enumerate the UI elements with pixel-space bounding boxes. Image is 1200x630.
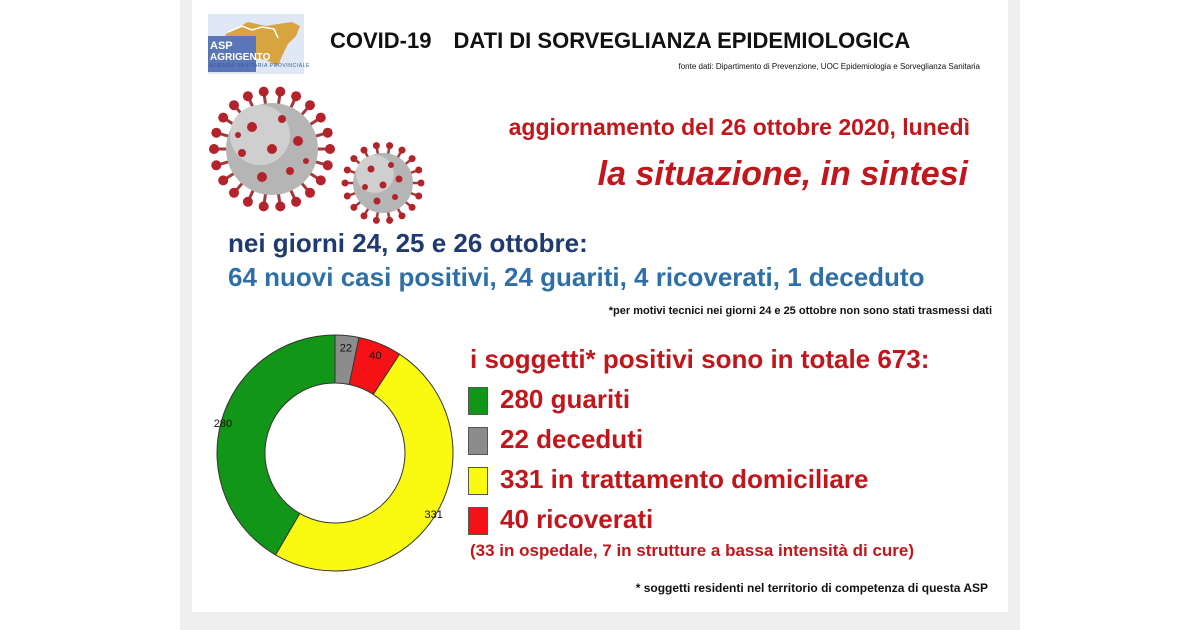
legend-swatch [468,507,488,535]
page-edge-left [180,0,192,630]
legend-label: 40 ricoverati [500,504,654,534]
legend-label: 280 guariti [500,384,631,414]
title-surveillance: DATI DI SORVEGLIANZA EPIDEMIOLOGICA [453,28,911,53]
data-label: 22 [339,342,353,355]
coronavirus-icon [340,140,426,226]
period-days: nei giorni 24, 25 e 26 ottobre: [228,228,588,258]
summary-headline: la situazione, in sintesi [597,155,968,193]
data-label: 280 [213,417,233,430]
logo-line2: AGRIGENTO [210,52,271,63]
hospital-detail: (33 in ospedale, 7 in strutture a bassa intensità di cure) [470,541,915,560]
period-note: *per motivi tecnici nei giorni 24 e 25 ottobre non sono stati trasmessi dati [608,305,992,317]
title-covid: COVID-19 [330,28,432,53]
donut-chart [200,318,470,588]
page-title [330,28,910,54]
update-date: aggiornamento del 26 ottobre 2020, lunedì [508,114,970,140]
logo-line1: ASP [210,40,233,52]
footnote: * soggetti residenti nel territorio di competenza di questa ASP [635,581,988,595]
legend-swatch [468,387,488,415]
logo-tagline: AZIENDA SANITARIA PROVINCIALE [209,63,310,69]
period-news: 64 nuovi casi positivi, 24 guariti, 4 ricoverati, 1 deceduto [228,262,925,292]
page-edge-right [1008,0,1020,630]
data-label: 40 [369,350,382,362]
legend-swatch [468,427,488,455]
legend-label: 331 in trattamento domiciliare [500,464,869,494]
legend-label: 22 deceduti [500,424,644,454]
data-label: 331 [424,508,443,521]
legend-swatch [468,467,488,495]
coronavirus-icon [206,84,338,214]
positive-total: i soggetti* positivi sono in totale 673: [470,344,930,374]
data-source: fonte dati: Dipartimento di Prevenzione, UOC Epidemiologia e Sorveglianza Sanitaria [678,62,980,71]
page-edge-bottom [180,612,1020,630]
